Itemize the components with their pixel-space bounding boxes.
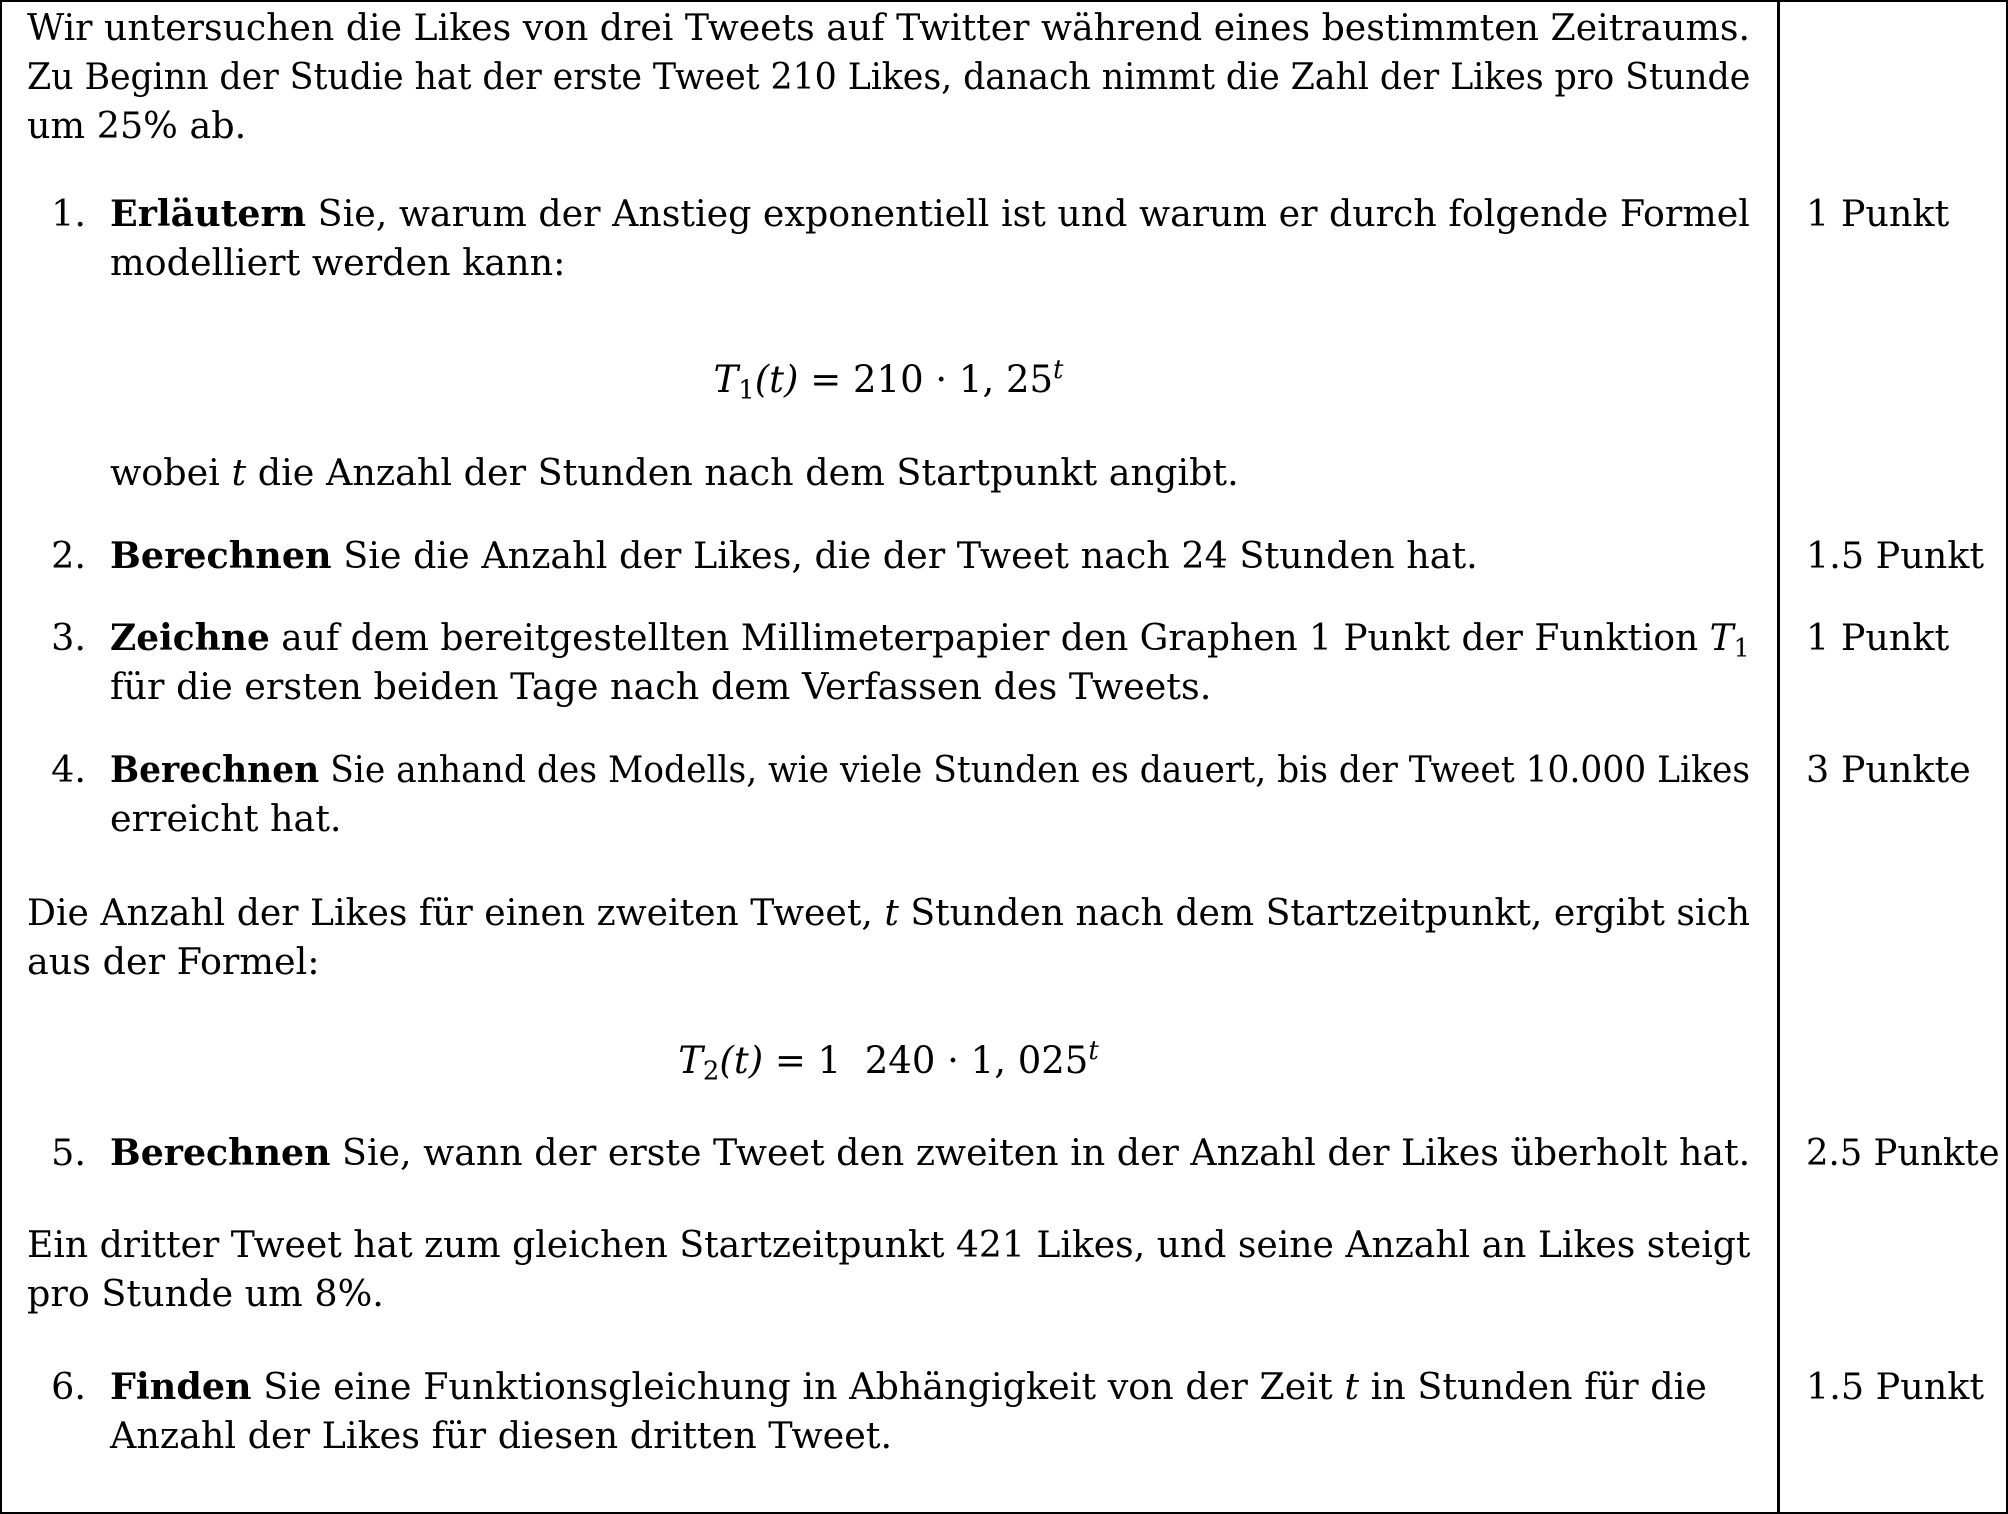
- formula-t2: [0, 1036, 1777, 1086]
- q6-number: 6.: [51, 1365, 86, 1408]
- q1-text-a: Sie, warum der Anstieg exponentiell ist und warum er durch folgende Formel: [317, 192, 1750, 235]
- q4-line-2: erreicht hat.: [110, 797, 342, 840]
- formula-t2-rhs: = 1 240 · 1, 025: [763, 1039, 1089, 1082]
- q3-points: 1 Punkt: [1806, 616, 1950, 659]
- q3-line-1: [110, 613, 1750, 662]
- q3-number: 3.: [51, 616, 86, 659]
- formula-t2-symbol: T: [678, 1039, 703, 1082]
- q3-var: T: [1709, 616, 1734, 659]
- q4-text-a: Sie anhand des Modells, wie viele Stunden es dauert, bis der Tweet 10.000 Likes: [330, 748, 1751, 791]
- q6-line-1: [110, 1362, 1707, 1411]
- q1-keyword: Erläutern: [110, 192, 307, 235]
- q2-points: 1.5 Punkt: [1806, 534, 1985, 577]
- formula-t1-rhs: = 210 · 1, 25: [798, 358, 1054, 401]
- q5-line: [110, 1128, 1750, 1177]
- q3-var-sub: 1: [1733, 633, 1750, 664]
- third-line-2: pro Stunde um 8%.: [27, 1272, 384, 1315]
- q1-points: 1 Punkt: [1806, 192, 1950, 235]
- q6-var: t: [1344, 1365, 1359, 1408]
- q4-number: 4.: [51, 748, 86, 791]
- q5-keyword: Berechnen: [110, 1131, 331, 1174]
- q4-line-1: [110, 745, 1750, 794]
- q6-keyword: Finden: [110, 1365, 252, 1408]
- q6-text-b: in Stunden für die: [1370, 1365, 1707, 1408]
- q1-number: 1.: [51, 192, 86, 235]
- intro-line-1: Wir untersuchen die Likes von drei Tweets auf Twitter während eines bestimmten Zeitraums.: [27, 6, 1750, 49]
- q4-keyword: Berechnen: [110, 748, 320, 791]
- q1-line-1: [110, 189, 1750, 238]
- q4-points: 3 Punkte: [1806, 748, 1971, 791]
- q2-number: 2.: [51, 534, 86, 577]
- second-line-1-var: t: [884, 891, 899, 934]
- formula-t1-exp: t: [1053, 354, 1064, 385]
- q1-after-a: wobei: [110, 451, 220, 494]
- formula-t1-sub: 1: [738, 375, 755, 406]
- q5-points: 2.5 Punkte: [1806, 1131, 2000, 1174]
- formula-t2-exp: t: [1088, 1035, 1099, 1066]
- second-line-2: aus der Formel:: [27, 940, 320, 983]
- third-line-1: Ein dritter Tweet hat zum gleichen Startzeitpunkt 421 Likes, und seine Anzahl an Likes steigt: [27, 1223, 1751, 1266]
- column-divider: [1777, 0, 1780, 1514]
- formula-t2-arg: (t): [719, 1039, 764, 1082]
- intro-line-3: um 25% ab.: [27, 104, 247, 147]
- formula-t2-sub: 2: [702, 1056, 720, 1087]
- q1-line-2: modelliert werden kann:: [110, 241, 566, 284]
- q1-after: [110, 448, 1239, 497]
- q6-text-a: Sie eine Funktionsgleichung in Abhängigkeit von der Zeit: [263, 1365, 1333, 1408]
- q5-text: Sie, wann der erste Tweet den zweiten in der Anzahl der Likes überholt hat.: [342, 1131, 1751, 1174]
- q6-points: 1.5 Punkt: [1806, 1365, 1985, 1408]
- q2-keyword: Berechnen: [110, 534, 332, 577]
- formula-t1: [0, 355, 1777, 405]
- q1-after-b: die Anzahl der Stunden nach dem Startpunkt angibt.: [257, 451, 1239, 494]
- q3-keyword: Zeichne: [110, 616, 270, 659]
- formula-t1-symbol: T: [713, 358, 739, 401]
- q3-line-2: für die ersten beiden Tage nach dem Verfassen des Tweets.: [110, 665, 1212, 708]
- q2-line: [110, 531, 1478, 580]
- second-line-1-b: Stunden nach dem Startzeitpunkt, ergibt sich: [910, 891, 1750, 934]
- q1-after-var: t: [231, 451, 247, 494]
- intro-line-2: Zu Beginn der Studie hat der erste Tweet 210 Likes, danach nimmt die Zahl der Likes pro Stunde: [27, 55, 1751, 98]
- second-line-1: [27, 888, 1750, 937]
- formula-t1-arg: (t): [754, 358, 799, 401]
- q3-text-a: auf dem bereitgestellten Millimeterpapier den Graphen 1 Punkt der Funktion: [281, 616, 1699, 659]
- q2-text: Sie die Anzahl der Likes, die der Tweet nach 24 Stunden hat.: [343, 534, 1478, 577]
- q5-number: 5.: [51, 1131, 86, 1174]
- q6-line-2: Anzahl der Likes für diesen dritten Tweet.: [110, 1414, 893, 1457]
- second-line-1-a: Die Anzahl der Likes für einen zweiten Tweet,: [27, 891, 873, 934]
